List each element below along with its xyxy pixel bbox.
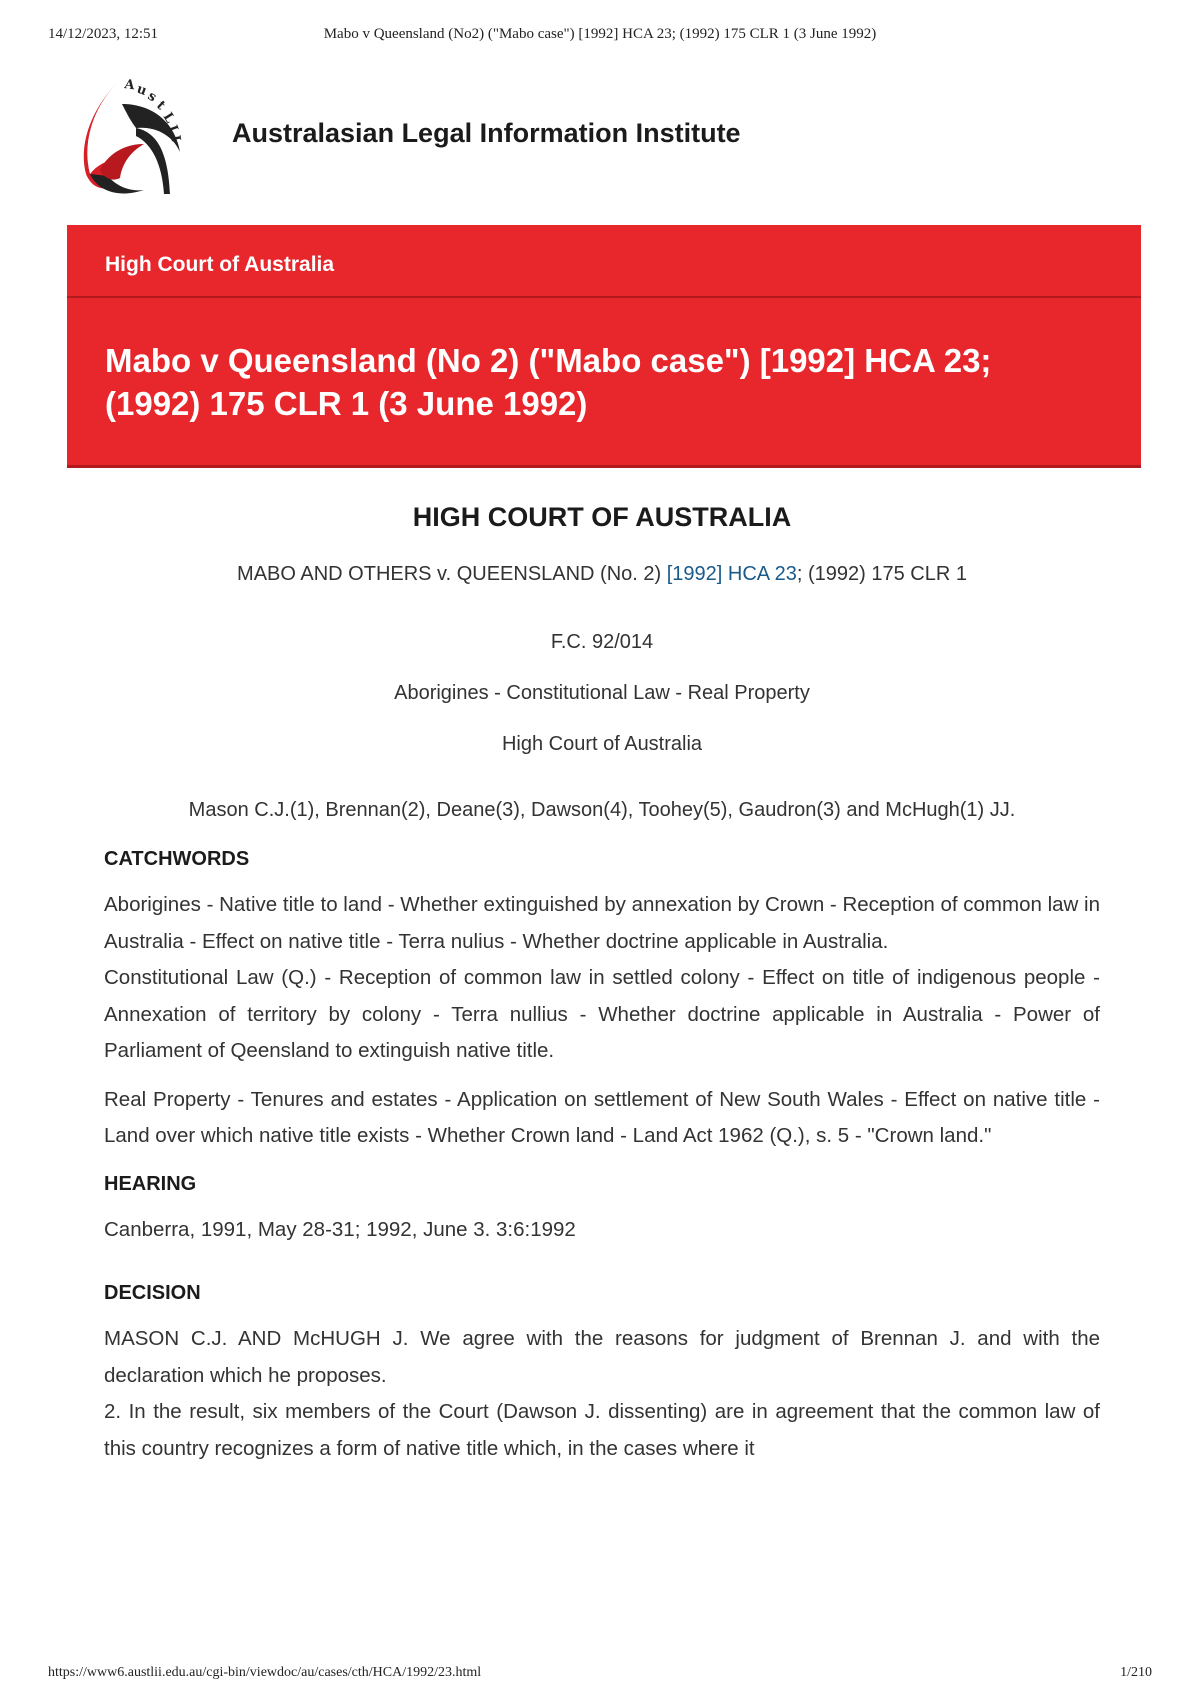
decision-paragraph: MASON C.J. AND McHUGH J. We agree with the reasons for judgment of Brennan J. and with the declaration which he proposes. bbox=[104, 1327, 1100, 1387]
case-title-line-2: (1992) 175 CLR 1 (3 June 1992) bbox=[105, 385, 588, 422]
svg-text:I: I bbox=[167, 134, 183, 143]
decision-paragraph: 2. In the result, six members of the Court (Dawson J. dissenting) are in agreement that the common law of this country recognizes a form of native title which, in the cases where it bbox=[104, 1400, 1100, 1460]
banner-court-link[interactable]: High Court of Australia bbox=[105, 253, 335, 276]
catchwords-heading: CATCHWORDS bbox=[104, 848, 250, 870]
citation-parties: MABO AND OTHERS v. QUEENSLAND (No. 2) bbox=[237, 563, 667, 585]
judges-line: Mason C.J.(1), Brennan(2), Deane(3), Dawson(4), Toohey(5), Gaudron(3) and McHugh(1) JJ. bbox=[188, 799, 1016, 821]
catchwords-paragraph: Real Property - Tenures and estates - Application on settlement of New South Wales - Effect on native title - Land over which native title exists - Whether Crown land - Land Act 1962 (Q.), s. 5 - "Crown land." bbox=[104, 1087, 1100, 1147]
subject-areas: Aborigines - Constitutional Law - Real Property bbox=[394, 682, 810, 704]
case-title bbox=[105, 339, 1105, 425]
court-name: High Court of Australia bbox=[501, 733, 703, 755]
austlii-logo[interactable] bbox=[78, 74, 188, 204]
document-body bbox=[104, 500, 1100, 1467]
print-date: 14/12/2023, 12:51 bbox=[48, 26, 159, 42]
case-banner bbox=[67, 225, 1141, 468]
catchwords-paragraph: Aborigines - Native title to land - Whether extinguished by annexation by Crown - Reception of common law in Australia - Effect on native title - Terra nulius - Whether doctrine applicable in Australia. bbox=[104, 893, 1100, 953]
page-number: 1/210 bbox=[1120, 1665, 1152, 1680]
hearing-text: Canberra, 1991, May 28-31; 1992, June 3. 3:6:1992 bbox=[104, 1217, 576, 1241]
decision-heading: DECISION bbox=[104, 1282, 201, 1304]
svg-text:A: A bbox=[123, 77, 136, 94]
print-url: https://www6.austlii.edu.au/cgi-bin/viewdoc/au/cases/cth/HCA/1992/23.html bbox=[48, 1665, 482, 1680]
file-number: F.C. 92/014 bbox=[550, 631, 654, 653]
svg-text:I: I bbox=[164, 123, 181, 135]
catchwords-paragraph: Constitutional Law (Q.) - Reception of common law in settled colony - Effect on title of indigenous people - Annexation of territory by colony - Terra nullius - Whether doctrine applicable in Australia - Power of Parliament of Qeensland to extinguish native title. bbox=[104, 966, 1100, 1062]
hearing-heading: HEARING bbox=[104, 1172, 197, 1195]
banner-divider bbox=[67, 296, 1141, 298]
case-title-line-1: Mabo v Queensland (No 2) ("Mabo case") [1992] HCA 23; bbox=[105, 342, 992, 379]
svg-text:s: s bbox=[144, 88, 160, 106]
document-heading: HIGH COURT OF AUSTRALIA bbox=[412, 502, 792, 532]
svg-text:L: L bbox=[159, 110, 178, 126]
austlii-logo-lettering bbox=[78, 74, 188, 204]
svg-text:t: t bbox=[153, 98, 169, 114]
citation-link[interactable]: [1992] HCA 23 bbox=[666, 563, 797, 585]
site-name[interactable]: Australasian Legal Information Institute bbox=[232, 118, 741, 148]
svg-text:u: u bbox=[134, 81, 149, 99]
citation-line bbox=[104, 563, 1100, 586]
citation-report: ; (1992) 175 CLR 1 bbox=[796, 563, 967, 585]
print-title: Mabo v Queensland (No2) ("Mabo case") [1992] HCA 23; (1992) 175 CLR 1 (3 June 1992) bbox=[323, 26, 877, 42]
